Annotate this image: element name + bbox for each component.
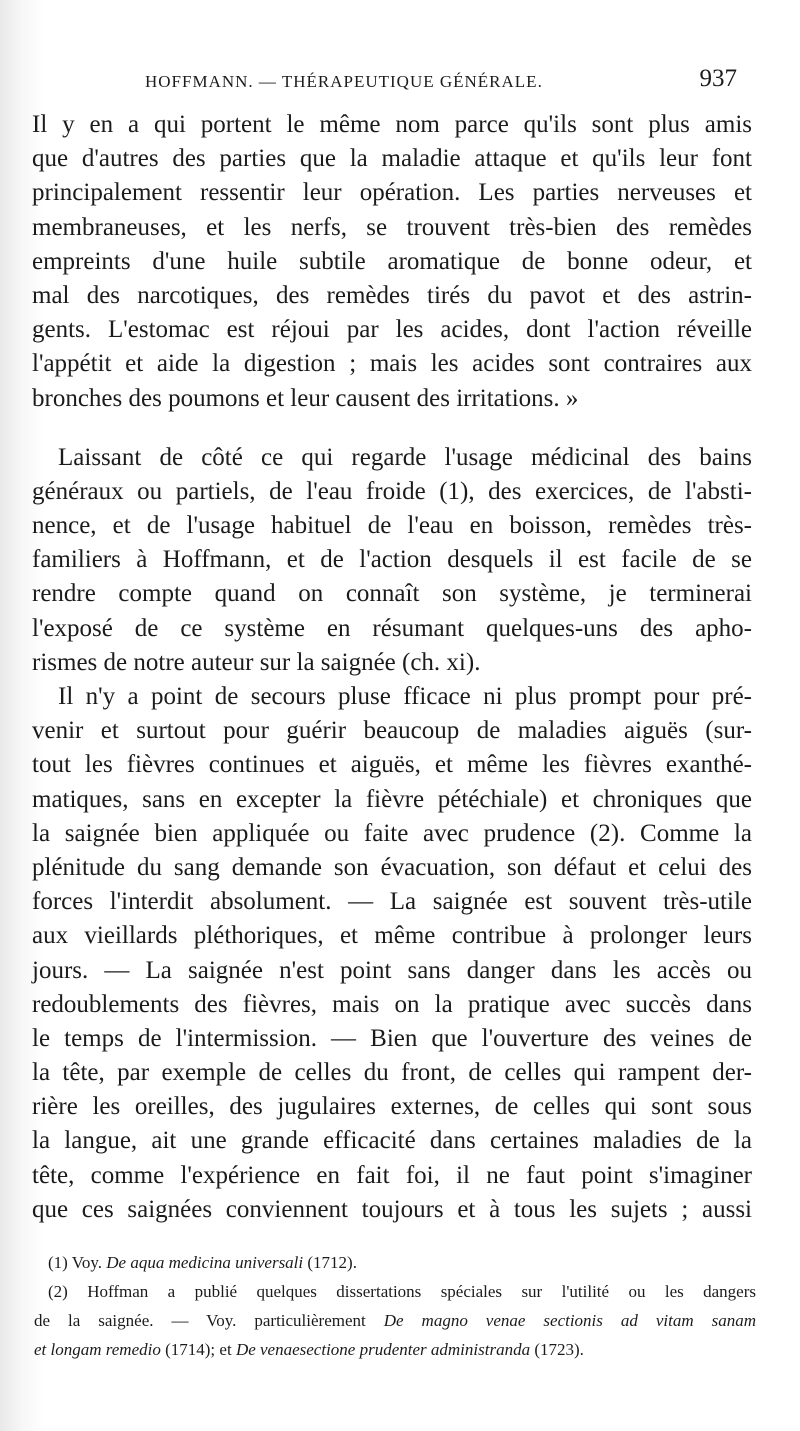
text-line: jours. — La saignée n'est point sans danger dans les accès ou	[32, 956, 752, 984]
running-title: HOFFMANN. — THÉRAPEUTIQUE GÉNÉRALE.	[145, 72, 543, 91]
text-line: tout les fièvres continues et aiguës, et même les fièvres exanthé-	[32, 751, 752, 779]
paragraph-2	[32, 441, 752, 680]
paragraph-3	[32, 680, 752, 1227]
text-line: la saignée bien appliquée ou faite avec prudence (2). Comme la	[32, 819, 752, 847]
text-line: familiers à Hoffmann, et de l'action desquels il est facile de se	[32, 546, 752, 574]
footnote-1-title: De aqua medicina universali	[106, 1253, 304, 1272]
body-text	[32, 108, 752, 1227]
footnote-1-label: (1) Voy.	[48, 1253, 102, 1272]
footnotes	[34, 1248, 756, 1364]
footnote-2-mid: (1714); et	[165, 1340, 232, 1359]
text-line: gents. L'estomac est réjoui par les acides, dont l'action réveille	[32, 316, 752, 344]
text-line: bronches des poumons et leur causent des irritations. »	[32, 384, 579, 412]
text-line: que ces saignées conviennent toujours et à tous les sujets ; aussi	[32, 1195, 752, 1223]
text-line: le temps de l'intermission. — Bien que l'ouverture des veines de	[32, 1024, 752, 1052]
text-line: rismes de notre auteur sur la saignée (ch. xi).	[32, 648, 481, 676]
text-line: redoublements des fièvres, mais on la pratique avec succès dans	[32, 990, 752, 1018]
page-number: 937	[699, 65, 737, 92]
text-line: membraneuses, et les nerfs, se trouvent très-bien des remèdes	[32, 213, 752, 241]
footnote-2-title: De magno venae sectionis ad vitam sanam	[383, 1311, 756, 1330]
text-line: rière les oreilles, des jugulaires externes, de celles qui sont sous	[32, 1093, 752, 1121]
footnote-2-line-1: (2) Hoffman a publié quelques dissertations spéciales sur l'utilité ou les dangers	[48, 1282, 756, 1301]
text-line: mal des narcotiques, des remèdes tirés du pavot et des astrin-	[32, 281, 752, 309]
page-header	[145, 62, 745, 102]
text-line: Il y en a qui portent le même nom parce qu'ils sont plus amis	[32, 111, 752, 138]
text-line: Il n'y a point de secours pluse fficace ni plus prompt pour pré-	[58, 683, 752, 710]
text-line: empreints d'une huile subtile aromatique de bonne odeur, et	[32, 247, 752, 275]
paragraph-gap	[32, 416, 752, 441]
text-line: Laissant de côté ce qui regarde l'usage médicinal des bains	[58, 443, 752, 471]
text-line: principalement ressentir leur opération. Les parties nerveuses et	[32, 179, 752, 207]
text-line: forces l'interdit absolument. — La saignée est souvent très-utile	[32, 888, 752, 916]
text-line: l'appétit et aide la digestion ; mais les acides sont contraires aux	[32, 350, 752, 378]
footnote-2-line-2	[34, 1306, 756, 1335]
text-line: plénitude du sang demande son évacuation, son défaut et celui des	[32, 853, 752, 881]
text-line: l'exposé de ce système en résumant quelques-uns des apho-	[32, 614, 752, 642]
text-line: que d'autres des parties que la maladie attaque et qu'ils leur font	[32, 145, 752, 173]
footnote-1	[48, 1248, 756, 1277]
footnote-2-end: (1723).	[534, 1340, 584, 1359]
text-line: tête, comme l'expérience en fait foi, il ne faut point s'imaginer	[32, 1161, 752, 1189]
text-line: aux vieillards pléthoriques, et même contribue à prolonger leurs	[32, 922, 752, 950]
text-line: généraux ou partiels, de l'eau froide (1), des exercices, de l'absti-	[32, 477, 752, 505]
text-line: venir et surtout pour guérir beaucoup de maladies aiguës (sur-	[32, 717, 752, 745]
paragraph-1	[32, 108, 752, 416]
text-line: rendre compte quand on connaît son système, je terminerai	[32, 580, 752, 608]
footnote-2-prefix: de la saignée. — Voy. particulièrement	[34, 1311, 366, 1330]
text-line: matiques, sans en excepter la fièvre pétéchiale) et chroniques que	[32, 785, 752, 813]
footnote-2-title-cont: et longam remedio	[34, 1340, 161, 1359]
footnote-1-year: (1712).	[307, 1253, 357, 1272]
text-line: nence, et de l'usage habituel de l'eau en boisson, remèdes très-	[32, 512, 752, 540]
text-line: la langue, ait une grande efficacité dans certaines maladies de la	[32, 1127, 752, 1155]
text-line: la tête, par exemple de celles du front, de celles qui rampent der-	[32, 1059, 752, 1087]
footnote-2-title-2: De venaesectione prudenter administranda	[235, 1340, 531, 1359]
footnote-2-line-3	[34, 1335, 756, 1364]
